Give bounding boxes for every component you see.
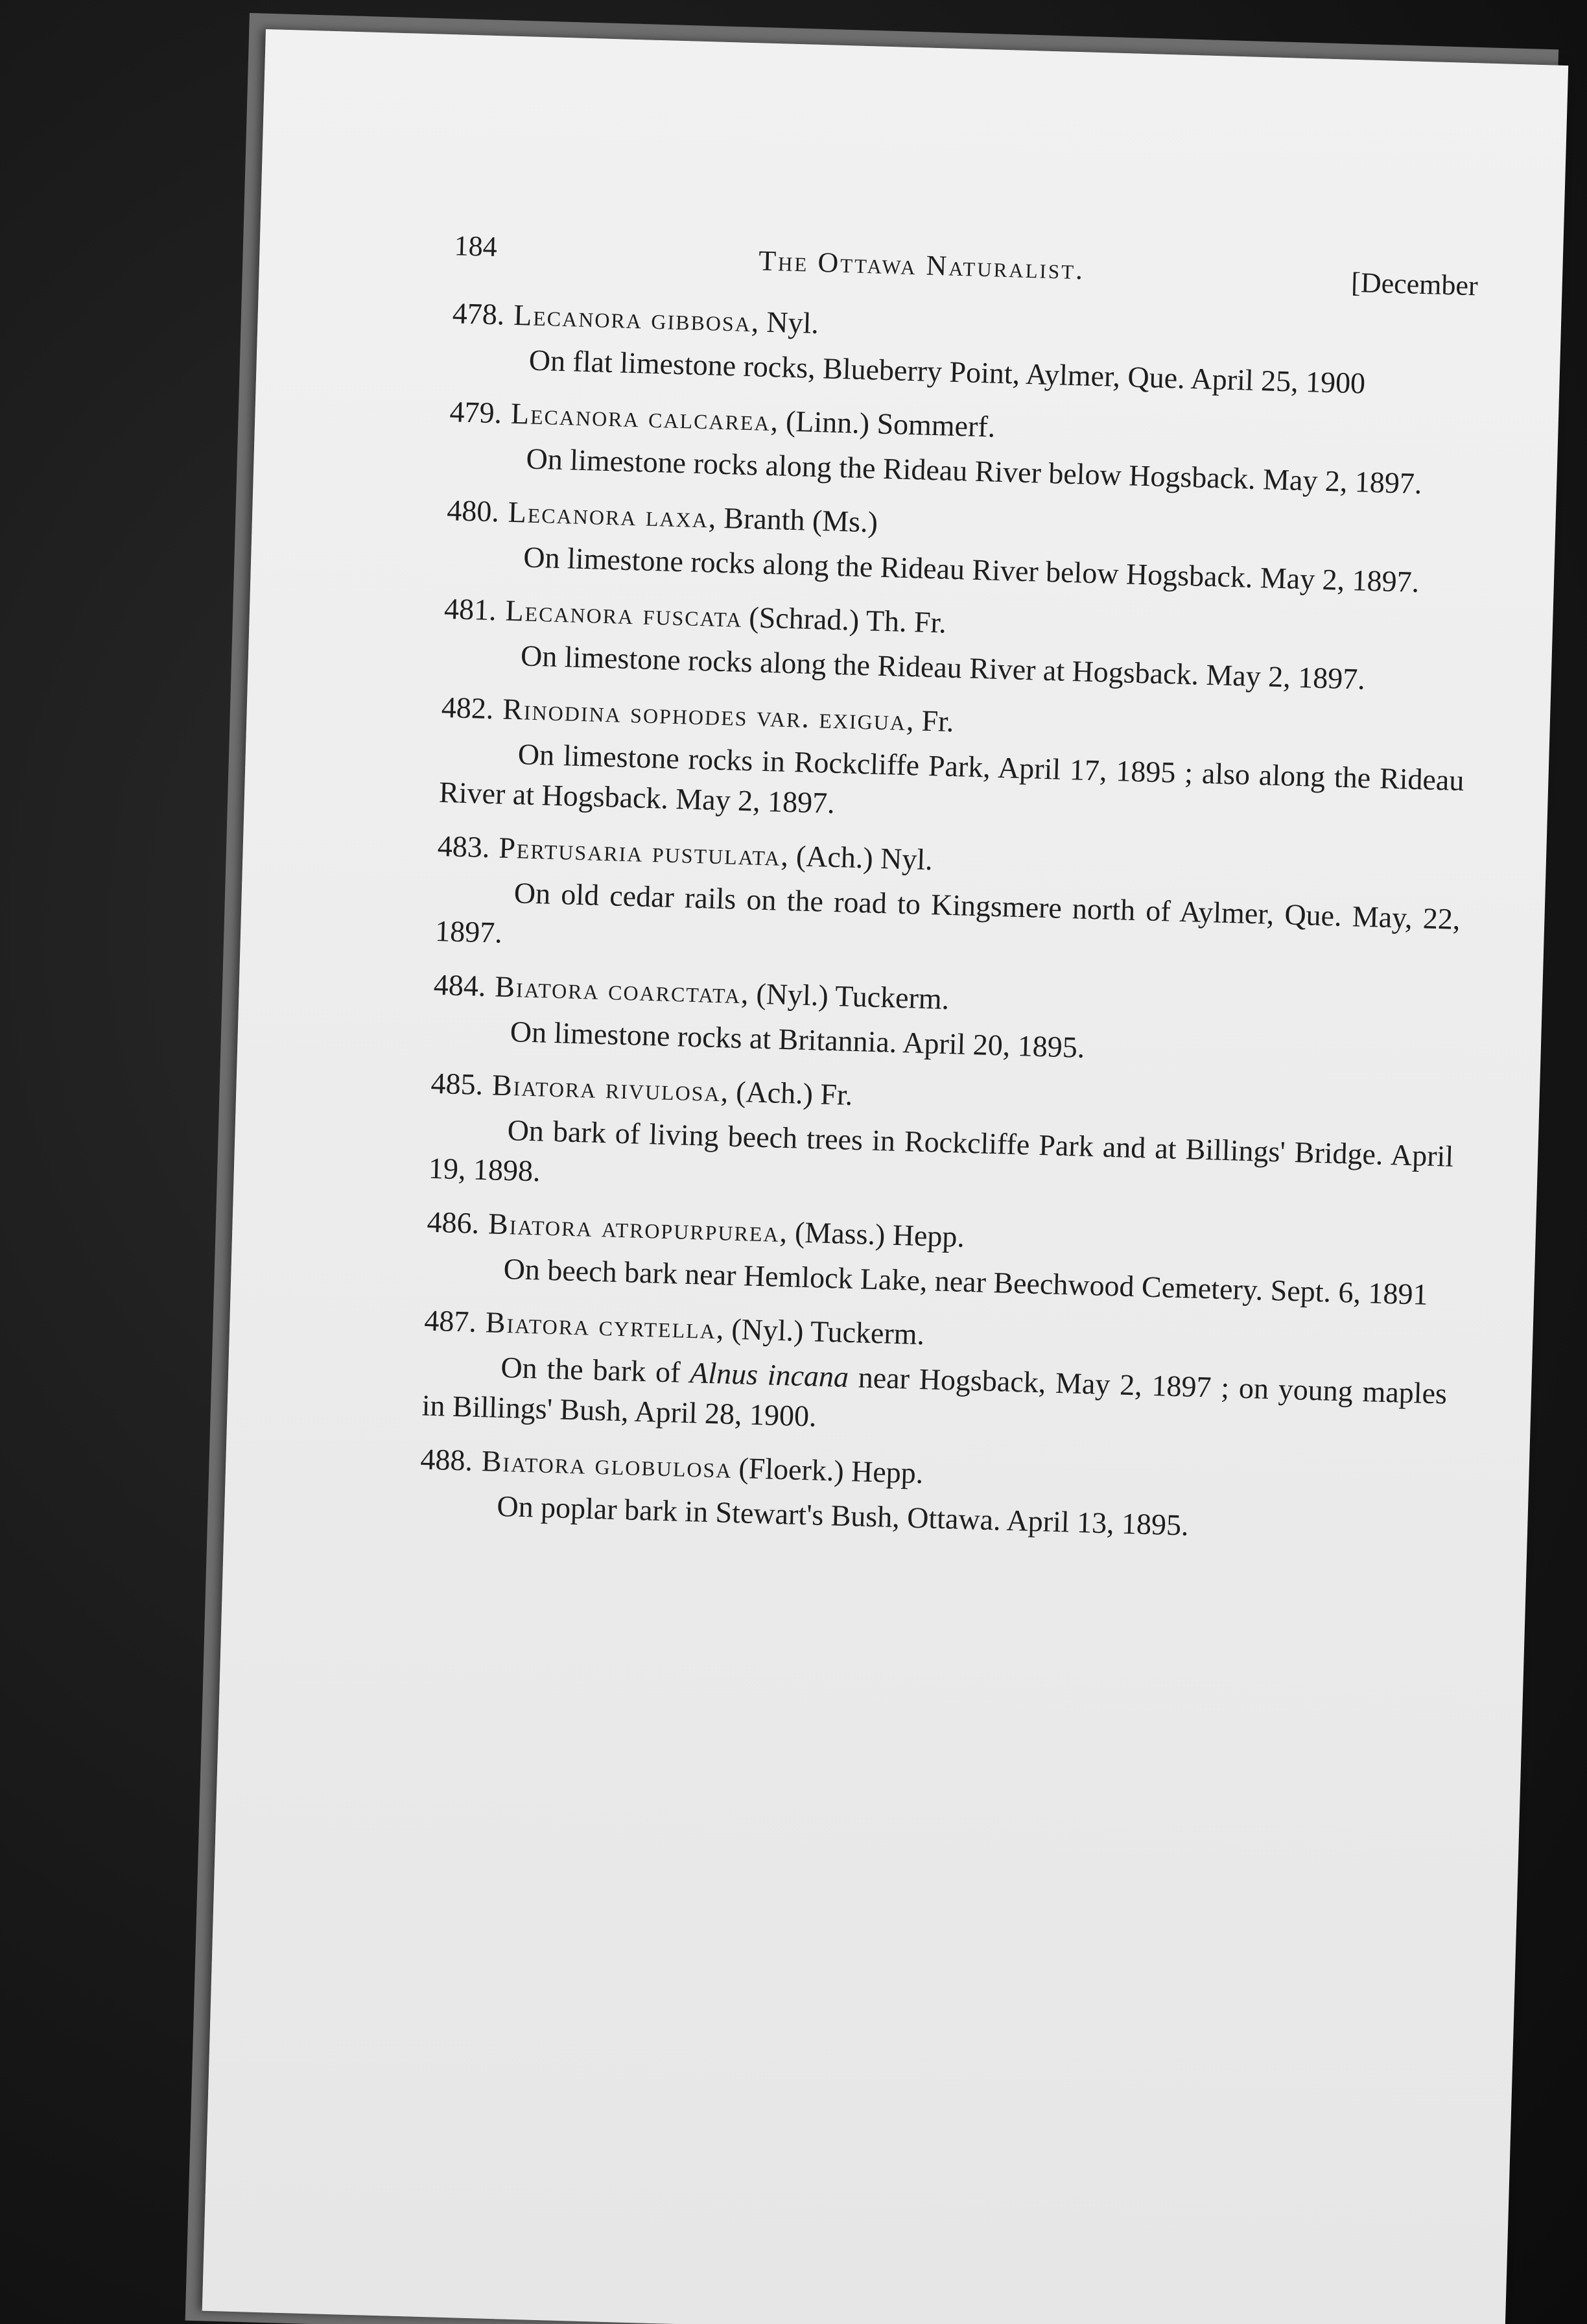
species-authority: Branth (Ms.): [723, 501, 878, 539]
entry-486: [425, 1203, 1452, 1316]
species-authority: (Ach.) Fr.: [735, 1074, 854, 1111]
entry-482: [438, 688, 1466, 841]
entry-478: [451, 294, 1477, 407]
species-authority: Nyl.: [766, 305, 819, 340]
species-authority: (Ach.) Nyl.: [795, 839, 934, 877]
species-name: Lecanora calcarea,: [510, 396, 780, 438]
species-name: Lecanora laxa,: [508, 495, 718, 534]
entry-number: 487.: [423, 1303, 477, 1338]
species-name: Rinodina sophodes var. exigua,: [502, 692, 916, 737]
species-name: Pertusaria pustulata,: [498, 831, 790, 873]
entry-number: 483.: [437, 829, 491, 864]
entry-note: On limestone rocks in Rockcliffe Park, April 17, 1895 ; also along the Rideau River at Hogsback. May 2, 1897.: [438, 737, 1465, 820]
entry-485: [428, 1064, 1455, 1217]
journal-title: The Ottawa Naturalist.: [758, 244, 1085, 286]
entry-number: 484.: [433, 967, 487, 1003]
entry-number: 485.: [430, 1066, 484, 1101]
book-page: [202, 29, 1569, 2324]
entry-note: On flat limestone rocks, Blueberry Point, Aylmer, Que. April 25, 1900: [528, 343, 1366, 400]
entry-number: 479.: [449, 395, 502, 430]
entry-480: [445, 491, 1472, 604]
species-authority: Fr.: [921, 704, 955, 739]
text-block: [418, 229, 1479, 1567]
issue-month: [December: [1350, 266, 1479, 302]
species-authority: (Nyl.) Tuckerm.: [755, 977, 950, 1016]
entry-note: On beech bark near Hemlock Lake, near Beechwood Cemetery. Sept. 6, 1891: [503, 1251, 1429, 1311]
species-name: Biatora atropurpurea,: [488, 1207, 789, 1249]
page-number: 184: [454, 230, 498, 263]
entry-number: 478.: [452, 296, 506, 331]
species-name: Biatora cyrtella,: [485, 1305, 726, 1346]
entry-481: [442, 589, 1468, 702]
entry-note: On limestone rocks at Britannia. April 20, 1895.: [510, 1015, 1086, 1064]
entry-488: [419, 1440, 1445, 1553]
species-name: Biatora globulosa: [481, 1444, 733, 1484]
entry-note: On bark of living beech trees in Rockcliffe Park and at Billings' Bridge. April 19, 1898.: [428, 1113, 1454, 1188]
species-authority: (Linn.) Sommerf.: [785, 404, 996, 444]
entry-number: 488.: [419, 1442, 473, 1477]
entry-note: On old cedar rails on the road to Kingsmere north of Aylmer, Que. May, 22, 1897.: [434, 876, 1461, 949]
entry-number: 481.: [443, 592, 497, 627]
entry-note-start: On the bark of: [500, 1350, 691, 1390]
species-authority: (Mass.) Hepp.: [794, 1215, 965, 1253]
entry-note: On poplar bark in Stewart's Bush, Ottawa. April 13, 1895.: [496, 1489, 1190, 1542]
entry-note: On limestone rocks along the Rideau River below Hogsback. May 2, 1897.: [525, 442, 1423, 501]
species-name: Biatora rivulosa,: [491, 1068, 730, 1108]
entry-number: 480.: [446, 493, 500, 528]
species-name: Lecanora fuscata: [504, 593, 744, 634]
entry-483: [434, 827, 1462, 980]
species-authority: (Schrad.) Th. Fr.: [748, 600, 947, 639]
entry-number: 482.: [441, 690, 495, 726]
species-name: Biatora coarctata,: [494, 969, 751, 1010]
entry-note: On limestone rocks along the Rideau River at Hogsback. May 2, 1897.: [520, 639, 1366, 696]
running-head: [453, 229, 1479, 309]
entry-479: [448, 392, 1474, 505]
species-authority: (Nyl.) Tuckerm.: [731, 1312, 925, 1351]
entry-487: [421, 1301, 1449, 1454]
entry-484: [432, 966, 1458, 1078]
species-name: Lecanora gibbosa,: [513, 298, 761, 338]
species-authority: (Floerk.) Hepp.: [738, 1451, 924, 1490]
entry-note-end: near Hogsback, May 2, 1897 ; on young maples in Billings' Bush, April 28, 1900.: [421, 1360, 1448, 1433]
entry-number: 486.: [427, 1205, 480, 1240]
host-taxon: Alnus incana: [689, 1356, 849, 1393]
entry-note: On limestone rocks along the Rideau River below Hogsback. May 2, 1897.: [523, 540, 1420, 599]
